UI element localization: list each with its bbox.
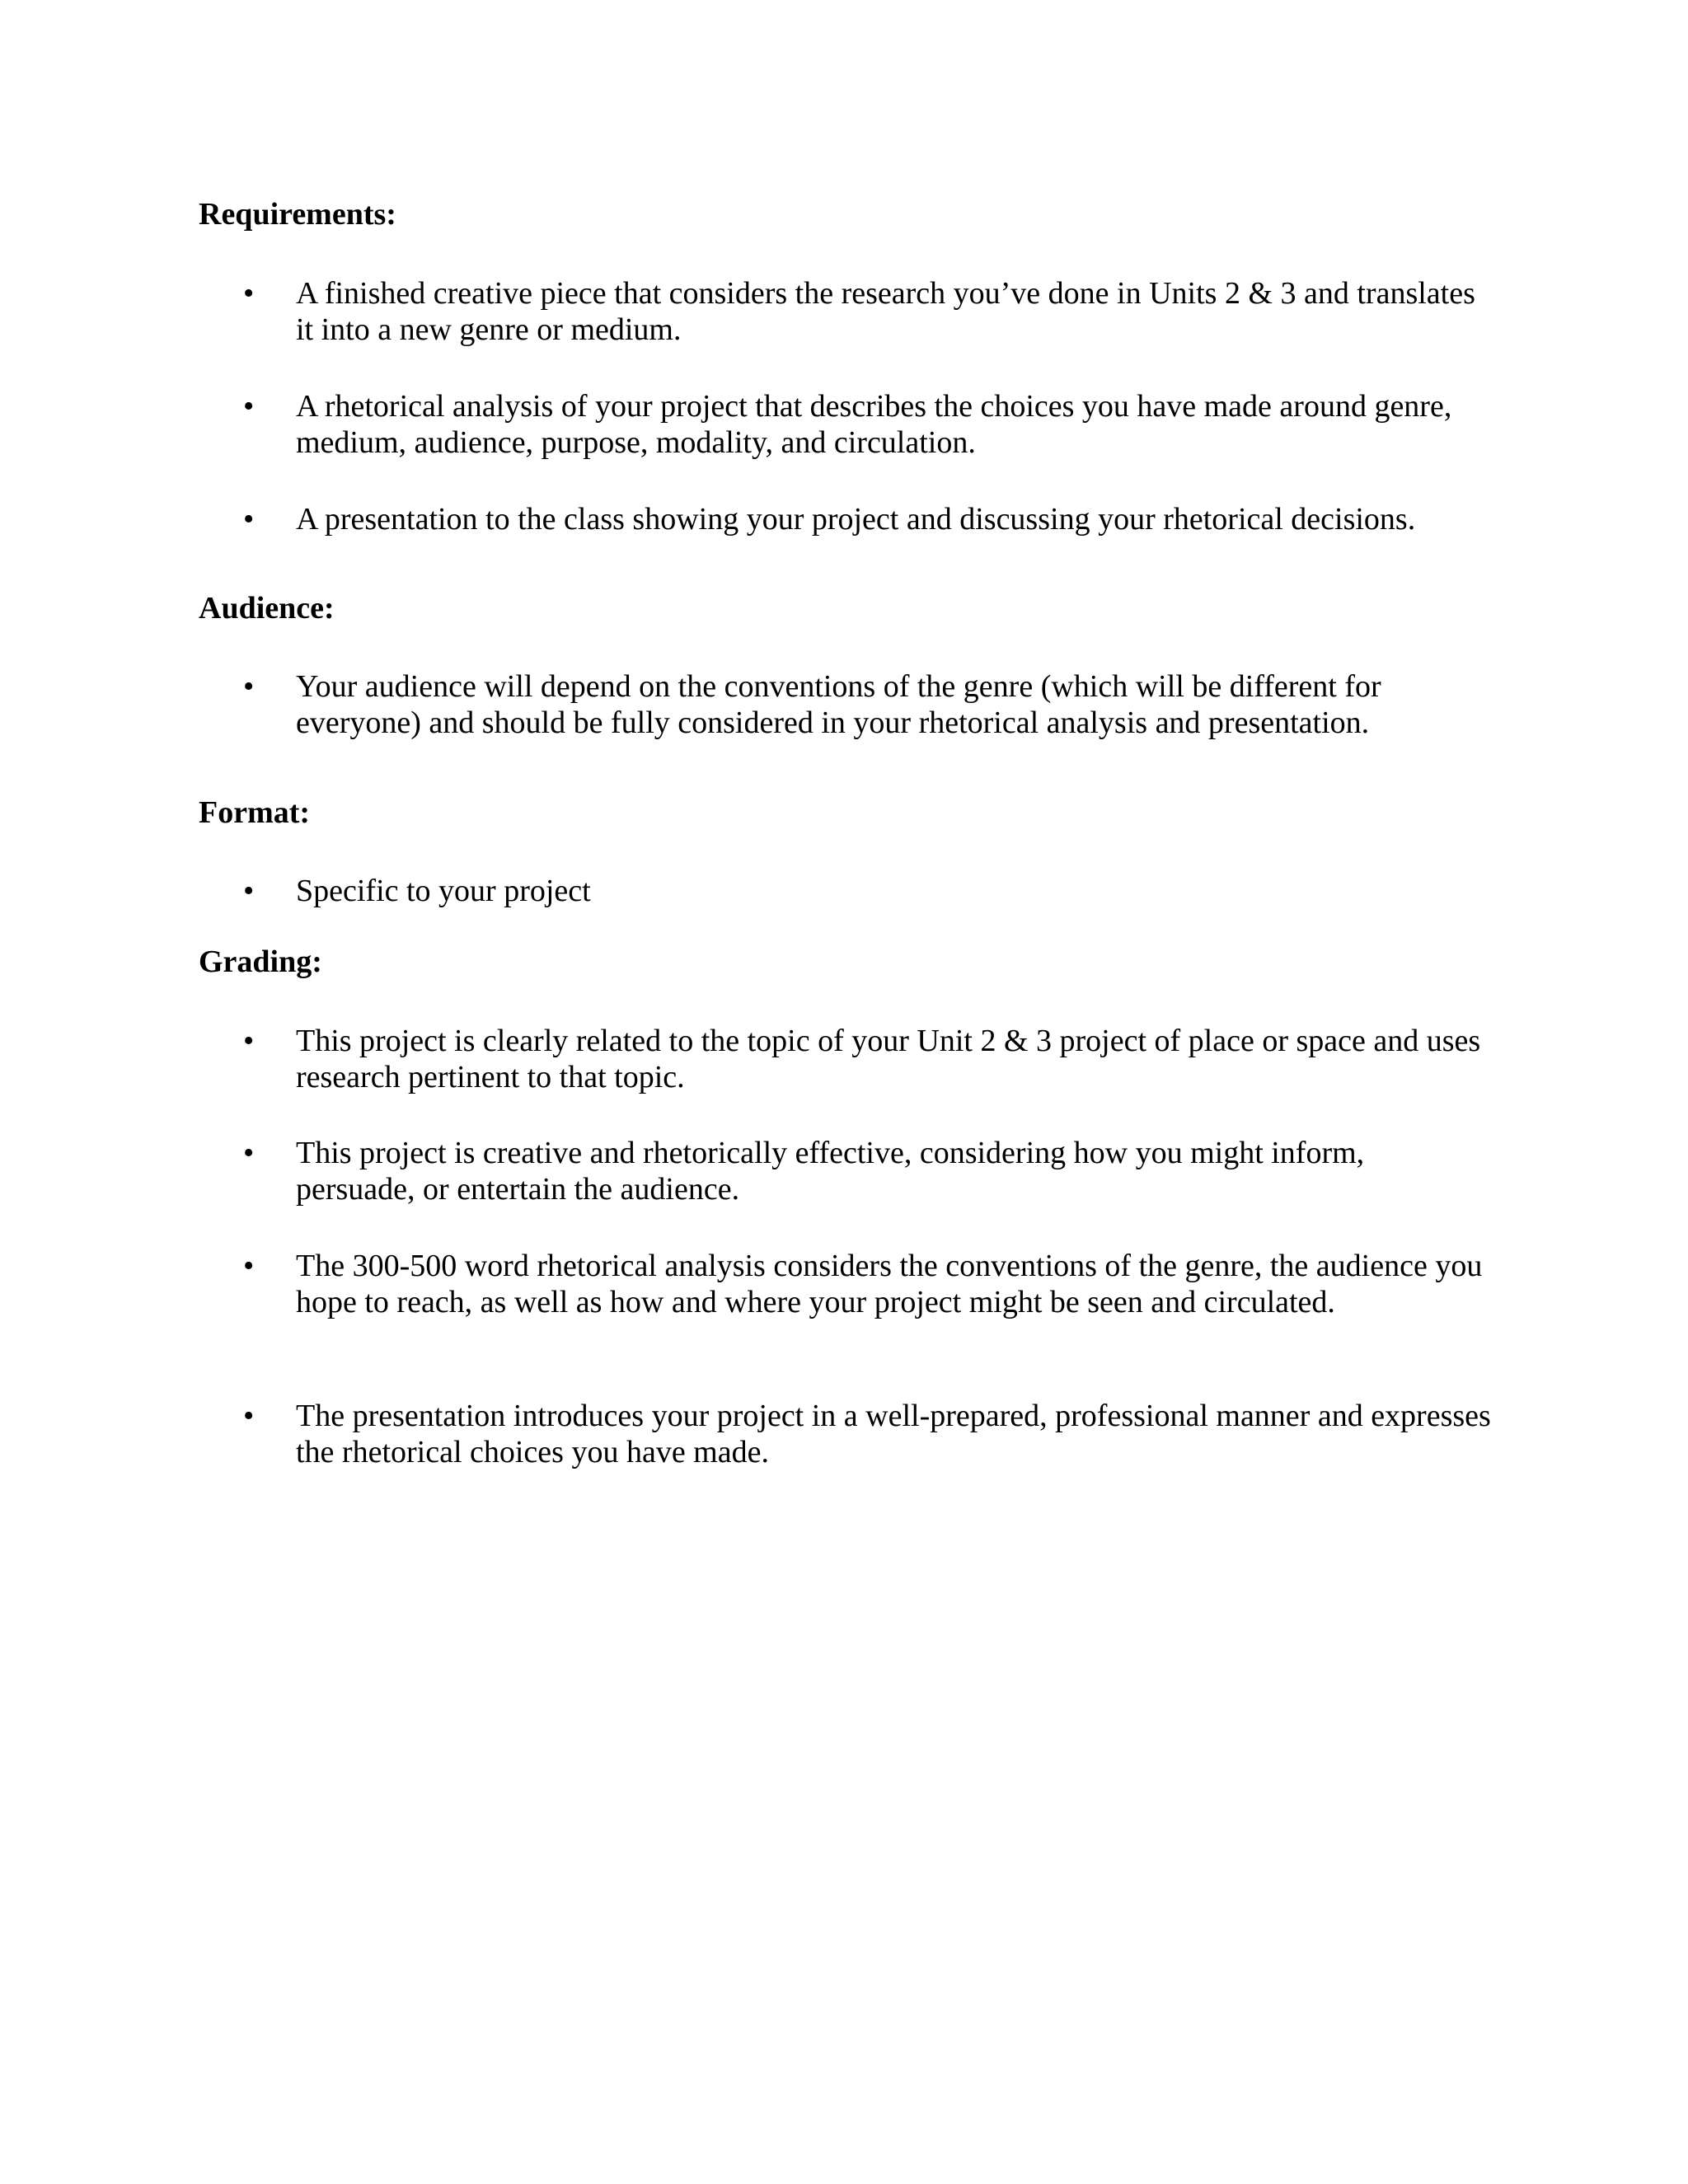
bullet-icon: • <box>243 276 255 311</box>
bullet-icon: • <box>243 1136 255 1170</box>
requirement-item: A finished creative piece that considers the research you’ve done in Units 2 & 3 and translates it into a new genre or medium. <box>296 276 1475 347</box>
grading-item: The 300-500 word rhetorical analysis considers the conventions of the genre, the audience you hope to reach, as well as how and where your project might be seen and circulated. <box>296 1249 1483 1319</box>
grading-item: This project is creative and rhetorically effective, considering how you might inform, persuade, or entertain the audience. <box>296 1136 1365 1207</box>
bullet-icon: • <box>243 1399 255 1433</box>
heading-requirements: Requirements: <box>199 197 396 232</box>
audience-item: Your audience will depend on the conventions of the genre (which will be different for everyone) and should be fully considered in your rhetorical analysis and presentation. <box>296 669 1381 740</box>
heading-format: Format: <box>199 795 311 830</box>
grading-item: This project is clearly related to the topic of your Unit 2 & 3 project of place or space and uses research pertinent to that topic. <box>296 1024 1481 1094</box>
grading-item: The presentation introduces your project in a well-prepared, professional manner and expresses the rhetorical choices you have made. <box>296 1399 1491 1469</box>
bullet-icon: • <box>243 669 255 704</box>
bullet-icon: • <box>243 389 255 424</box>
bullet-icon: • <box>243 1249 255 1283</box>
heading-audience: Audience: <box>199 591 335 626</box>
format-item: Specific to your project <box>296 874 591 908</box>
bullet-icon: • <box>243 1024 255 1058</box>
bullet-icon: • <box>243 502 255 537</box>
requirement-item: A presentation to the class showing your project and discussing your rhetorical decisions. <box>296 502 1416 537</box>
bullet-icon: • <box>243 874 255 908</box>
requirement-item: A rhetorical analysis of your project that describes the choices you have made around genre, medium, audience, purpose, modality, and circulation. <box>296 389 1452 460</box>
heading-grading: Grading: <box>199 944 322 979</box>
